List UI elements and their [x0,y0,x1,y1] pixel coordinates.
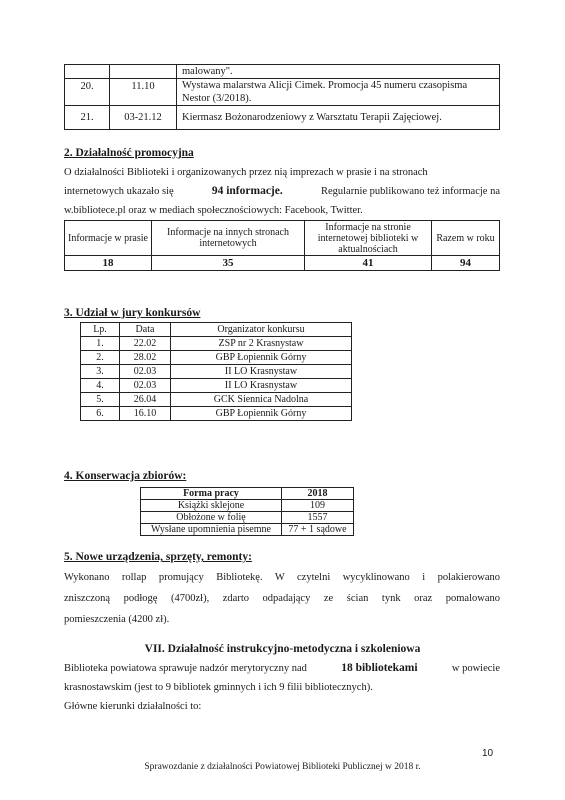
value-cell: 18 [65,256,152,271]
text-span: Biblioteka powiatowa sprawuje nadzór merytoryczny nad [64,663,307,674]
paragraph-line: Wykonano rollap promujący Bibliotekę. W czytelni wycyklinowano i polakierowano [64,572,500,583]
text-span: w powiecie [451,663,500,674]
cell: 4. [81,379,120,393]
table-row [81,365,352,379]
table-row [65,65,500,79]
table-header-row [65,221,500,256]
cell: 28.02 [120,351,171,365]
bold-count: 94 informacje. [211,185,283,197]
cell: 2. [81,351,120,365]
table-row [81,379,352,393]
promotion-table [64,220,500,271]
cell: GCK Siennica Nadolna [171,393,352,407]
row-number: 21. [65,106,110,130]
cell: II LO Krasnystaw [171,365,352,379]
paragraph-line: zniszczoną podłogę (4700zł), zdarto odpadający ze ścian tynk oraz pomalowano [64,593,500,604]
bold-count: 18 bibliotekami [341,662,418,674]
text-span: Regularnie publikowano też informacje na [320,186,500,197]
section-paragraph [64,163,500,220]
header-cell: Data [120,323,171,337]
row-text: Kiermasz Bożonarodzeniowy z Warsztatu Terapii Zajęciowej. [182,112,442,123]
table-row [81,407,352,421]
cell: 3. [81,365,120,379]
cell: Obłożone w folię [141,512,282,524]
row-description [177,65,500,79]
table-row [81,393,352,407]
header-cell: Forma pracy [141,488,282,500]
header-cell: Razem w roku [432,221,500,256]
row-text: malowany". [182,66,233,77]
table-row [65,106,500,130]
section-heading: 2. Działalność promocyjna [64,147,194,159]
cell: Wysłane upomnienia pisemne [141,524,282,536]
cell: 77 + 1 sądowe [282,524,354,536]
cell: 22.02 [120,337,171,351]
cell: 1. [81,337,120,351]
cell: ZSP nr 2 Krasnystaw [171,337,352,351]
header-cell: Informacje na stronie internetowej biblioteki w aktualnościach [305,221,432,256]
section-heading: 5. Nowe urządzenia, sprzęty, remonty: [64,551,252,563]
row-date: 03-21.12 [110,106,177,130]
row-number [65,65,110,79]
paragraph-line: pomieszczenia (4200 zł). [64,614,170,625]
row-description [177,79,500,106]
table-row [65,256,500,271]
paragraph-line [64,182,500,201]
paragraph-line: w.bibliotece.pl oraz w mediach społecznościowych: Facebook, Twitter. [64,205,363,216]
table-row [65,79,500,106]
cell: 5. [81,393,120,407]
row-description [177,106,500,130]
section-paragraph [64,567,500,630]
table-row [141,524,354,536]
row-date [110,65,177,79]
cell: GBP Łopiennik Górny [171,407,352,421]
cell: 16.10 [120,407,171,421]
section-heading: 4. Konserwacja zbiorów: [64,470,187,482]
cell: 02.03 [120,365,171,379]
header-cell: Organizator konkursu [171,323,352,337]
section-paragraph [64,659,500,716]
cell: 1557 [282,512,354,524]
cell: 6. [81,407,120,421]
cell: 109 [282,500,354,512]
table-header-row [141,488,354,500]
page-number: 10 [482,748,494,759]
header-cell: Informacje na innych stronach internetowych [152,221,305,256]
row-date: 11.10 [110,79,177,106]
cell: II LO Krasnystaw [171,379,352,393]
events-table [64,64,500,130]
chapter-heading: VII. Działalność instrukcyjno-metodyczna i szkoleniowa [144,643,421,655]
page-footer: Sprawozdanie z działalności Powiatowej Biblioteki Publicznej w 2018 r. [144,762,421,772]
jury-table [80,322,352,421]
row-number: 20. [65,79,110,106]
paragraph-line: Główne kierunki działalności to: [64,701,202,712]
table-row [81,351,352,365]
conservation-table [140,487,354,536]
table-header-row [81,323,352,337]
table-row [141,512,354,524]
header-cell: Lp. [81,323,120,337]
header-cell: 2018 [282,488,354,500]
row-text: Wystawa malarstwa Alicji Cimek. Promocja 45 numeru czasopisma [182,80,468,91]
paragraph-line [64,659,500,678]
cell: 26.04 [120,393,171,407]
cell: 02.03 [120,379,171,393]
paragraph-line: krasnostawskim (jest to 9 bibliotek gminnych i ich 9 filii bibliotecznych). [64,682,373,693]
text-span: internetowych ukazało się [64,186,174,197]
paragraph-line: O działalności Biblioteki i organizowanych przez nią imprezach w prasie i na stronach [64,167,428,178]
cell: Książki sklejone [141,500,282,512]
row-text-cont: Nestor (3/2018). [182,93,252,104]
table-row [141,500,354,512]
section-heading: 3. Udział w jury konkursów [64,307,201,319]
table-row [81,337,352,351]
value-cell: 35 [152,256,305,271]
header-cell: Informacje w prasie [65,221,152,256]
value-cell: 41 [305,256,432,271]
cell: GBP Łopiennik Górny [171,351,352,365]
value-cell: 94 [432,256,500,271]
